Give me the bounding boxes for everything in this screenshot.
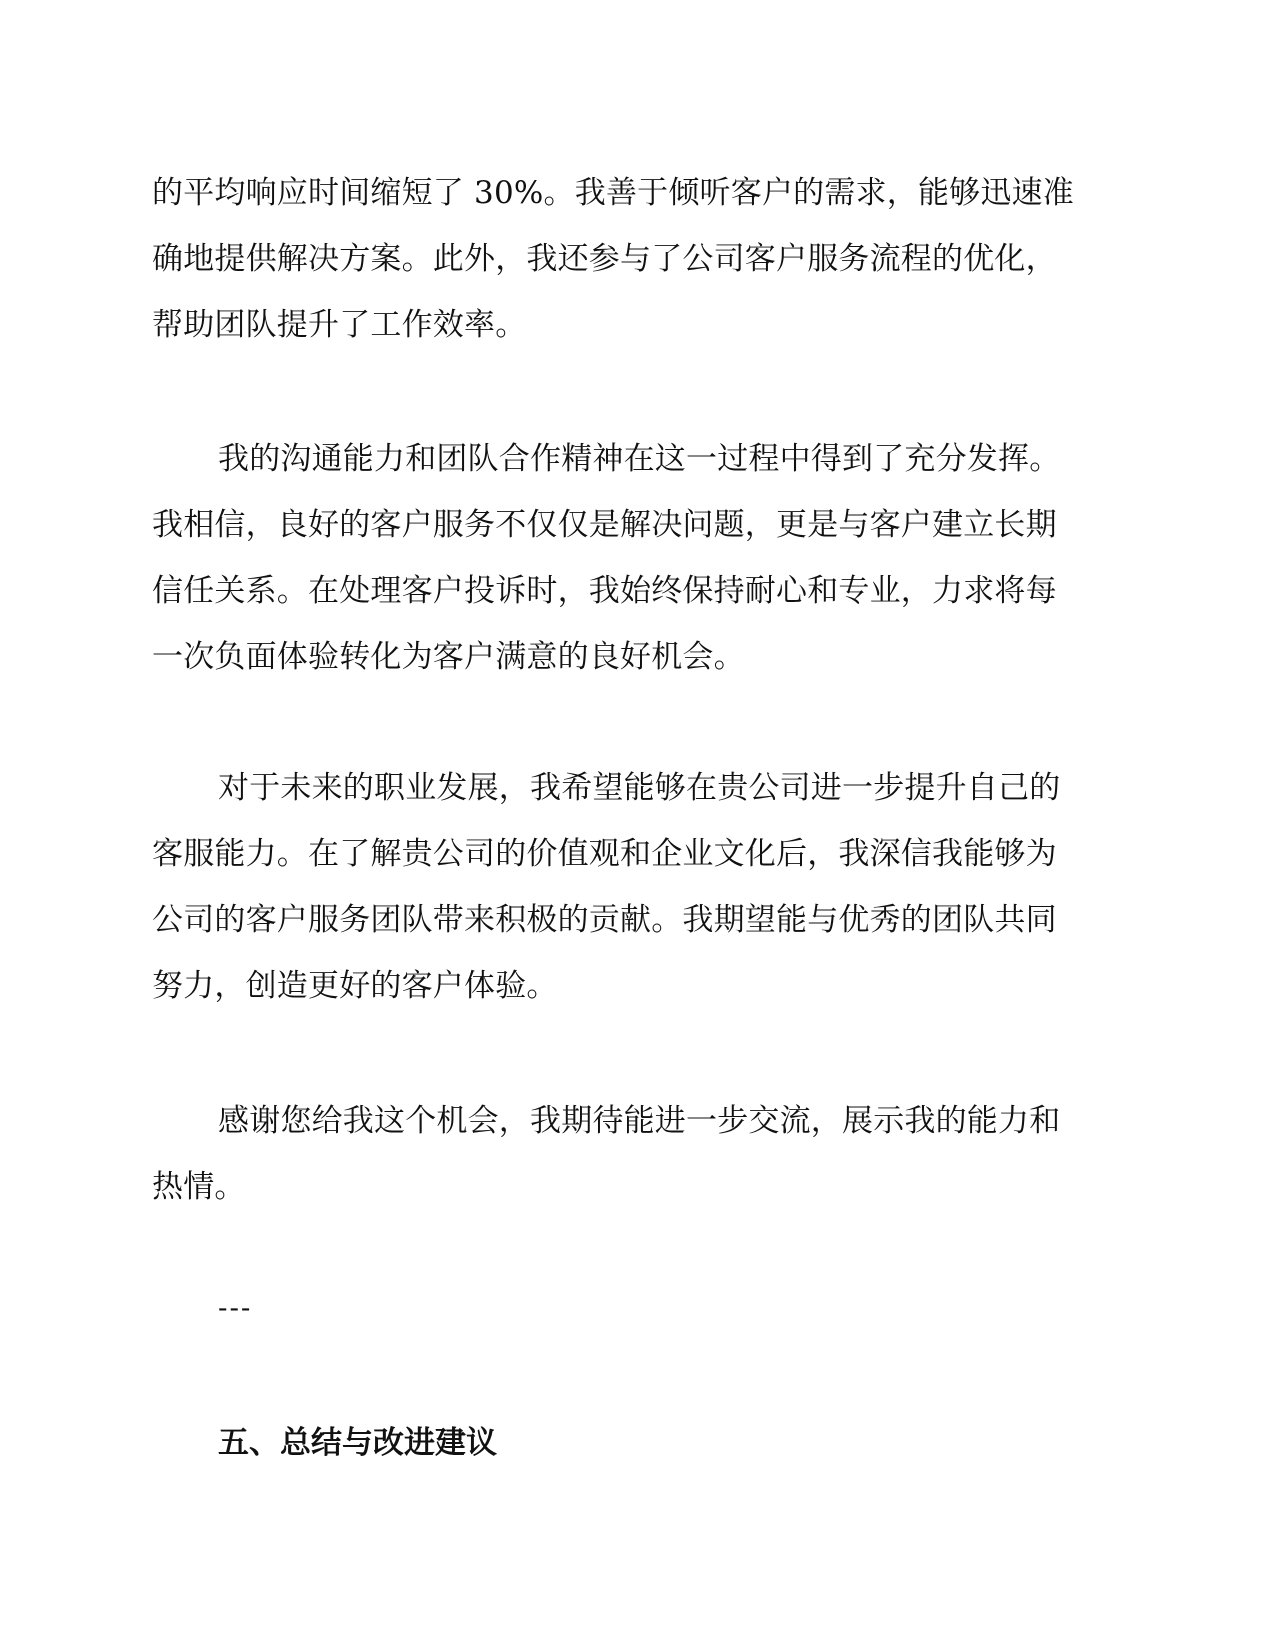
paragraph-line: 帮助团队提升了工作效率。 [152,307,527,343]
paragraph-line: 一次负面体验转化为客户满意的良好机会。 [152,639,745,675]
paragraph-line: 信任关系。在处理客户投诉时，我始终保持耐心和专业，力求将每 [152,573,1057,609]
paragraph-line: 对于未来的职业发展，我希望能够在贵公司进一步提升自己的 [218,770,1061,806]
paragraph-line: 我的沟通能力和团队合作精神在这一过程中得到了充分发挥。 [218,441,1061,477]
section-heading: 五、总结与改进建议 [218,1425,497,1461]
paragraph-line: 热情。 [152,1169,246,1205]
paragraph-line: 的平均响应时间缩短了 30%。我善于倾听客户的需求，能够迅速准 [152,175,1074,211]
paragraph-career-development [152,755,1124,1019]
paragraph-line: 努力，创造更好的客户体验。 [152,968,558,1004]
paragraph-line: 客服能力。在了解贵公司的价值观和企业文化后，我深信我能够为 [152,836,1057,872]
paragraph-line: 感谢您给我这个机会，我期待能进一步交流，展示我的能力和 [218,1103,1061,1139]
paragraph-response-time [152,160,1124,358]
paragraph-thanks [152,1088,1124,1220]
paragraph-communication [152,426,1124,690]
paragraph-line: 确地提供解决方案。此外，我还参与了公司客户服务流程的优化， [152,241,1057,277]
paragraph-line: 我相信，良好的客户服务不仅仅是解决问题，更是与客户建立长期 [152,507,1057,543]
section-separator: --- [218,1291,253,1324]
paragraph-line: 公司的客户服务团队带来积极的贡献。我期望能与优秀的团队共同 [152,902,1057,938]
